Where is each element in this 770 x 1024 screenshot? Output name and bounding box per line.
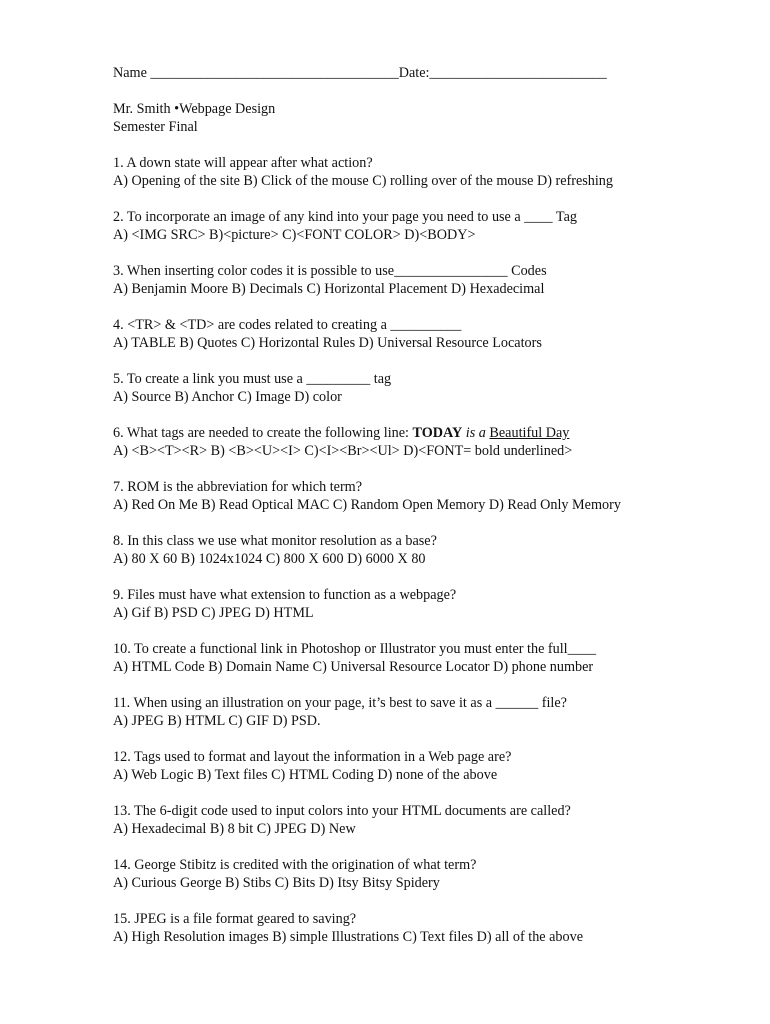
question-text: 1. A down state will appear after what action? <box>113 155 373 171</box>
question-3 <box>113 262 733 298</box>
question-text: 9. Files must have what extension to function as a webpage? <box>113 587 457 603</box>
answer-choices: A) Benjamin Moore B) Decimals C) Horizontal Placement D) Hexadecimal <box>113 281 545 297</box>
exam-header <box>113 100 733 136</box>
question-8 <box>113 532 733 568</box>
answer-choices: A) 80 X 60 B) 1024x1024 C) 800 X 600 D) 6000 X 80 <box>113 551 426 567</box>
question-15 <box>113 910 733 946</box>
exam-title: Semester Final <box>113 119 198 135</box>
question-text: 3. When inserting color codes it is possible to use________________ Codes <box>113 263 547 279</box>
question-6 <box>113 424 733 460</box>
exam-page <box>113 64 733 946</box>
answer-choices: A) Red On Me B) Read Optical MAC C) Random Open Memory D) Read Only Memory <box>113 497 621 513</box>
question-5 <box>113 370 733 406</box>
question-text-prefix: 6. What tags are needed to create the following line: <box>113 425 413 441</box>
question-text: 15. JPEG is a file format geared to saving? <box>113 911 357 927</box>
answer-choices: A) Source B) Anchor C) Image D) color <box>113 389 342 405</box>
question-text: 11. When using an illustration on your page, it’s best to save it as a ______ file? <box>113 695 567 711</box>
question-4 <box>113 316 733 352</box>
question-text: 10. To create a functional link in Photoshop or Illustrator you must enter the full____ <box>113 641 596 657</box>
answer-choices: A) <IMG SRC> B)<picture> C)<FONT COLOR> D)<BODY> <box>113 227 476 243</box>
question-7 <box>113 478 733 514</box>
question-10 <box>113 640 733 676</box>
answer-choices: A) JPEG B) HTML C) GIF D) PSD. <box>113 713 321 729</box>
answer-choices: A) High Resolution images B) simple Illustrations C) Text files D) all of the above <box>113 929 584 945</box>
answer-choices: A) TABLE B) Quotes C) Horizontal Rules D) Universal Resource Locators <box>113 335 542 351</box>
question-9 <box>113 586 733 622</box>
question-text: 5. To create a link you must use a _________ tag <box>113 371 392 387</box>
name-date-line: Name ___________________________________Date:_________________________ <box>113 65 607 81</box>
question-text <box>113 424 733 442</box>
question-11 <box>113 694 733 730</box>
answer-choices: A) Gif B) PSD C) JPEG D) HTML <box>113 605 314 621</box>
question-14 <box>113 856 733 892</box>
answer-choices: A) Opening of the site B) Click of the mouse C) rolling over of the mouse D) refreshing <box>113 173 613 189</box>
underlined-sample-words: Beautiful Day <box>489 425 570 441</box>
question-text: 13. The 6-digit code used to input colors into your HTML documents are called? <box>113 803 571 819</box>
answer-choices: A) <B><T><R> B) <B><U><I> C)<I><Br><Ul> D)<FONT= bold underlined> <box>113 443 573 459</box>
question-text: 8. In this class we use what monitor resolution as a base? <box>113 533 437 549</box>
answer-choices: A) Curious George B) Stibs C) Bits D) Itsy Bitsy Spidery <box>113 875 440 891</box>
teacher-course-line: Mr. Smith •Webpage Design <box>113 101 276 117</box>
question-text: 4. <TR> & <TD> are codes related to creating a __________ <box>113 317 462 333</box>
question-2 <box>113 208 733 244</box>
answer-choices: A) Web Logic B) Text files C) HTML Coding D) none of the above <box>113 767 498 783</box>
question-text: 14. George Stibitz is credited with the origination of what term? <box>113 857 477 873</box>
question-text: 7. ROM is the abbreviation for which term? <box>113 479 363 495</box>
italic-sample-words: is a <box>462 425 490 441</box>
answer-choices: A) Hexadecimal B) 8 bit C) JPEG D) New <box>113 821 356 837</box>
question-1 <box>113 154 733 190</box>
question-12 <box>113 748 733 784</box>
bold-sample-word: TODAY <box>412 425 463 441</box>
question-text: 12. Tags used to format and layout the information in a Web page are? <box>113 749 512 765</box>
question-text: 2. To incorporate an image of any kind into your page you need to use a ____ Tag <box>113 209 577 225</box>
answer-choices: A) HTML Code B) Domain Name C) Universal Resource Locator D) phone number <box>113 659 594 675</box>
question-13 <box>113 802 733 838</box>
